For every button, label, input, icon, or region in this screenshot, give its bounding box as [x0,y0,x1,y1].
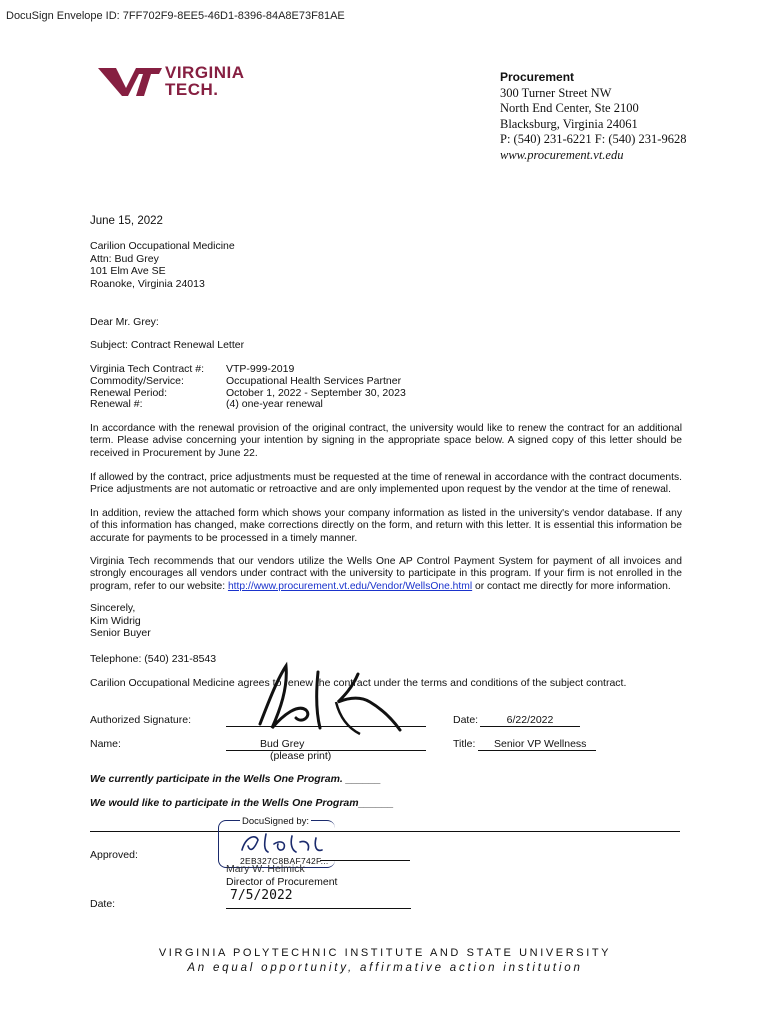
logo-text-line1: VIRGINIA [165,63,245,82]
paragraph-wells-one [90,556,682,593]
name-label: Name: [90,738,121,750]
approval-date-value: 7/5/2022 [230,888,293,903]
signer-title: Senior Buyer [90,627,151,640]
footer-tagline: An equal opportunity, affirmative action institution [187,962,583,974]
footer-university-name: VIRGINIA POLYTECHNIC INSTITUTE AND STATE UNIVERSITY [158,947,612,959]
recipient-line: Attn: Bud Grey [90,252,159,265]
recipient-line: Carilion Occupational Medicine [90,240,235,252]
paragraph-renewal: In accordance with the renewal provision of the original contract, the university would like to renew the contract for an additional term. Please advise concerning your intention by signing in the appropriate space below. A signed copy of this letter should be received in Procurement by June 22. [90,423,682,459]
detail-value: (4) one-year renewal [226,398,323,411]
telephone: Telephone: (540) 231-8543 [90,653,217,665]
paragraph-price-adjustments: If allowed by the contract, price adjustments must be requested at the time of renewal in accordance with the contract documents. Price adjustments are not automatic or retroactive and are only implemented upon request by the vendor at the time of renewal. [90,472,682,496]
wells-text-after: or contact me directly for more information. [472,580,671,592]
detail-key: Renewal #: [90,398,143,411]
recipient-line: Roanoke, Virginia 24013 [90,277,205,290]
title-label: Title: [453,738,476,750]
address-line: North End Center, Ste 2100 [500,101,639,115]
wells-would-like-participation: We would like to participate in the Wells One Program______ [90,797,394,809]
docusign-hash: 2EB327C8BAF742F... [240,856,329,866]
approver-name: Mary W. Helmick [226,863,305,875]
detail-row [90,399,406,411]
subject-line: Subject: Contract Renewal Letter [90,339,245,351]
closing-block [90,602,151,640]
detail-value: Occupational Health Services Partner [226,374,402,387]
detail-key: Commodity/Service: [90,374,184,387]
logo-wordmark [165,64,245,98]
approved-label: Approved: [90,849,138,861]
procurement-address [500,70,686,163]
detail-value: October 1, 2022 - September 30, 2023 [226,386,406,399]
approver-title: Director of Procurement [226,876,338,888]
approval-date-line [226,908,411,909]
wells-current-participation: We currently participate in the Wells One Program. ______ [90,773,381,785]
closing-line: Sincerely, [90,602,136,614]
contract-details [90,364,406,411]
letter-date: June 15, 2022 [90,215,163,227]
salutation: Dear Mr. Grey: [90,316,159,328]
approval-date-label: Date: [90,898,116,910]
please-print-hint: (please print) [270,750,332,762]
detail-key: Virginia Tech Contract #: [90,363,205,375]
approval-line [320,860,410,861]
signed-date-field[interactable]: 6/22/2022 [480,714,580,727]
address-phone: P: (540) 231-6221 F: (540) 231-9628 [500,132,687,146]
handwritten-signature-icon [240,658,430,740]
approver-signature-icon [236,830,332,856]
address-heading: Procurement [500,70,575,84]
recipient-address [90,240,235,290]
date-label: Date: [453,714,479,726]
approval-divider [90,831,680,832]
address-line: 300 Turner Street NW [500,85,612,100]
docusigned-by-label: DocuSigned by: [242,816,310,827]
detail-row [90,376,406,388]
paragraph-vendor-info: In addition, review the attached form which shows your company information as listed in the university's vendor database. If any of this information has changed, make corrections directly on the form, and return with this letter. It is essential this information be accurate for payments to be processed in a timely manner. [90,508,682,544]
detail-key: Renewal Period: [90,386,168,399]
address-line: Blacksburg, Virginia 24061 [500,116,638,131]
name-field[interactable]: Bud Grey [226,738,426,751]
detail-value: VTP-999-2019 [226,363,295,375]
logo-text-line2: TECH. [165,80,219,99]
signature-line[interactable] [226,726,426,727]
authorized-signature-label: Authorized Signature: [90,714,191,726]
wells-text: Virginia Tech recommends that our vendors utilize the Wells One AP Control Payment System for payment of all invoices and strongly encourages all vendors under contract with the university to participate in this program. If your firm is not enrolled in the program, refer to our website: [90,556,682,592]
recipient-line: 101 Elm Ave SE [90,265,166,278]
signer-name: Kim Widrig [90,614,141,627]
docusign-envelope-id: DocuSign Envelope ID: 7FF702F9-8EE5-46D1-8396-84A8E73F81AE [6,10,345,22]
address-website: www.procurement.vt.edu [500,147,624,162]
agreement-statement: Carilion Occupational Medicine agrees to renew the contract under the terms and conditions of the subject contract. [90,677,627,689]
wells-one-link[interactable]: http://www.procurement.vt.edu/Vendor/WellsOne.html [227,580,473,592]
title-field[interactable]: Senior VP Wellness [478,738,596,751]
